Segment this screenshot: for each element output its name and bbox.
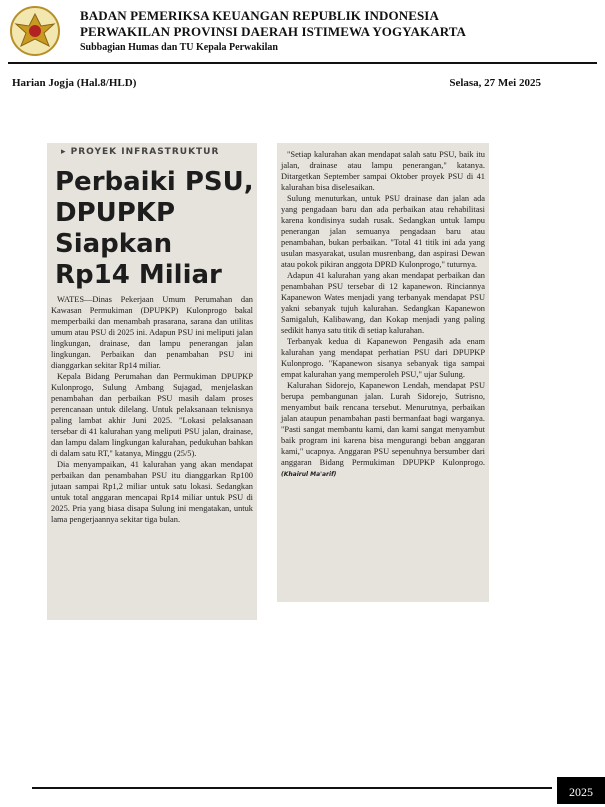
clipping-column-2 bbox=[277, 143, 489, 602]
footer-page-label: 2025 bbox=[557, 777, 605, 804]
publication-date: Selasa, 27 Mei 2025 bbox=[449, 77, 541, 89]
headline-line: Rp14 Miliar bbox=[55, 260, 222, 290]
document-header bbox=[0, 0, 605, 62]
header-divider bbox=[8, 62, 597, 64]
paragraph: Adapun 41 kalurahan yang akan mendapat perbaikan dan penambahan PSU tersebar di 12 kapanewon. Rinciannya Kapanewon Wates menjadi yang terbanyak mendapat PSU yakni sebanyak tujuh kalurahan. Sedangkan Kapanewon Samigaluh, Kalibawang, dan Kokap menjadi yang paling sedikit hanya satu titik di setiap kalurahan. bbox=[281, 271, 485, 335]
headline-line: Siapkan bbox=[55, 229, 173, 259]
article-rubric: ▸ PROYEK INFRASTRUKTUR bbox=[61, 147, 220, 157]
paragraph: Kepala Bidang Perumahan dan Permukiman DPUPKP Kulonprogo, Sulung Ambang Sujagad, menjelaskan penambahan dan perbaikan PSU masih dalam proses perencanaan untuk dilelang. Untuk pelaksanaan teknisnya paling lambat akhir Juni 2025. "Lokasi pelaksanaan tersebar di 41 kalurahan yang meliputi PSU jalan, drainase, dan lampu dalam lingkungan kalurahan, pedukuhan bahkan di dalam satu RT," katanya, Minggu (25/5). bbox=[51, 372, 253, 458]
paragraph: Sulung menuturkan, untuk PSU drainase dan jalan ada yang pengadaan baru dan ada perbaikan atau rehabilitasi karena kondisinya sudah rusak. Sedangkan untuk lampu penerangan jalan semuanya pengadaan baru atau penambahan, bukan perbaikan. "Total 41 titik ini ada yang usulan masyarakat, usulan musrenbang, dan aspirasi Dewan atau pokok pikiran anggota DPRD Kulonprogo," tuturnya. bbox=[281, 194, 485, 269]
article-body-col1 bbox=[51, 294, 253, 525]
bpk-garuda-emblem-icon bbox=[8, 4, 62, 58]
org-line-3: Subbagian Humas dan TU Kepala Perwakilan bbox=[80, 42, 278, 53]
article-headline bbox=[55, 167, 255, 291]
source-line bbox=[12, 77, 541, 93]
organization-name bbox=[80, 8, 595, 55]
paragraph: WATES—Dinas Pekerjaan Umum Perumahan dan Kawasan Permukiman (DPUPKP) Kulonprogo bakal memperbaiki dan menambah prasarana, sarana dan utilitas umum atau PSU di 2025 ini. Adapun PSU ini meliputi jalan lingkungan, drainase, dan lampu penerangan jalan lingkungan. Perbaikan dan penambahan PSU ini dianggarkan sekitar Rp14 miliar. bbox=[51, 295, 253, 370]
org-line-2: PERWAKILAN PROVINSI DAERAH ISTIMEWA YOGYAKARTA bbox=[80, 24, 467, 39]
paragraph: Dia menyampaikan, 41 kalurahan yang akan mendapat perbaikan dan penambahan PSU itu dianggarkan Rp100 jutaan sampai Rp1,2 miliar untuk satu lokasi. Sedangkan untuk total anggaran mencapai Rp14 miliar untuk PSU di 2025. Pria yang biasa disapa Sulung ini mengatakan, untuk lama pengerjaannya sekitar tiga bulan. bbox=[51, 460, 253, 524]
paragraph: "Setiap kalurahan akan mendapat salah satu PSU, baik itu jalan, drainase atau lampu penerangan," katanya. Ditargetkan September sampai Oktober proyek PSU di 41 kalurahan bisa diselesaikan. bbox=[281, 150, 485, 192]
org-line-1: BADAN PEMERIKSA KEUANGAN REPUBLIK INDONESIA bbox=[80, 8, 439, 23]
paragraph-text: Kalurahan Sidorejo, Kapanewon Lendah, mendapat PSU berupa pembangunan jalan. Lurah Sidorejo, Sutrisno, menyambut baik rencana tersebut. Menurutnya, perbaikan jalan ataupun penambahan pasti bermanfaat bagi warganya. "Pasti sangat membantu kami, dan kami sangat menyambut baik program ini karena bisa mengurangi beban anggaran kami," ucapnya. Anggaran PSU sepenuhnya bersumber dari anggaran Bidang Permukiman DPUPKP Kulonprogo. bbox=[281, 381, 485, 467]
publication-name: Harian Jogja (Hal.8/HLD) bbox=[12, 77, 137, 89]
paragraph bbox=[281, 380, 485, 480]
clipping-column-1 bbox=[47, 143, 257, 620]
headline-line: Perbaiki PSU, bbox=[55, 167, 254, 197]
headline-line: DPUPKP bbox=[55, 198, 176, 228]
article-byline: (Khairul Ma'arif) bbox=[281, 471, 337, 478]
article-body-col2 bbox=[281, 149, 485, 480]
footer-divider bbox=[32, 787, 552, 789]
paragraph: Terbanyak kedua di Kapanewon Pengasih ada enam kalurahan yang mendapat perhatian PSU dari DPUPKP Kulonprogo. "Kapanewon sisanya sebanyak tiga sampai empat kalurahan yang memperoleh PSU," ujar Sulung. bbox=[281, 337, 485, 379]
